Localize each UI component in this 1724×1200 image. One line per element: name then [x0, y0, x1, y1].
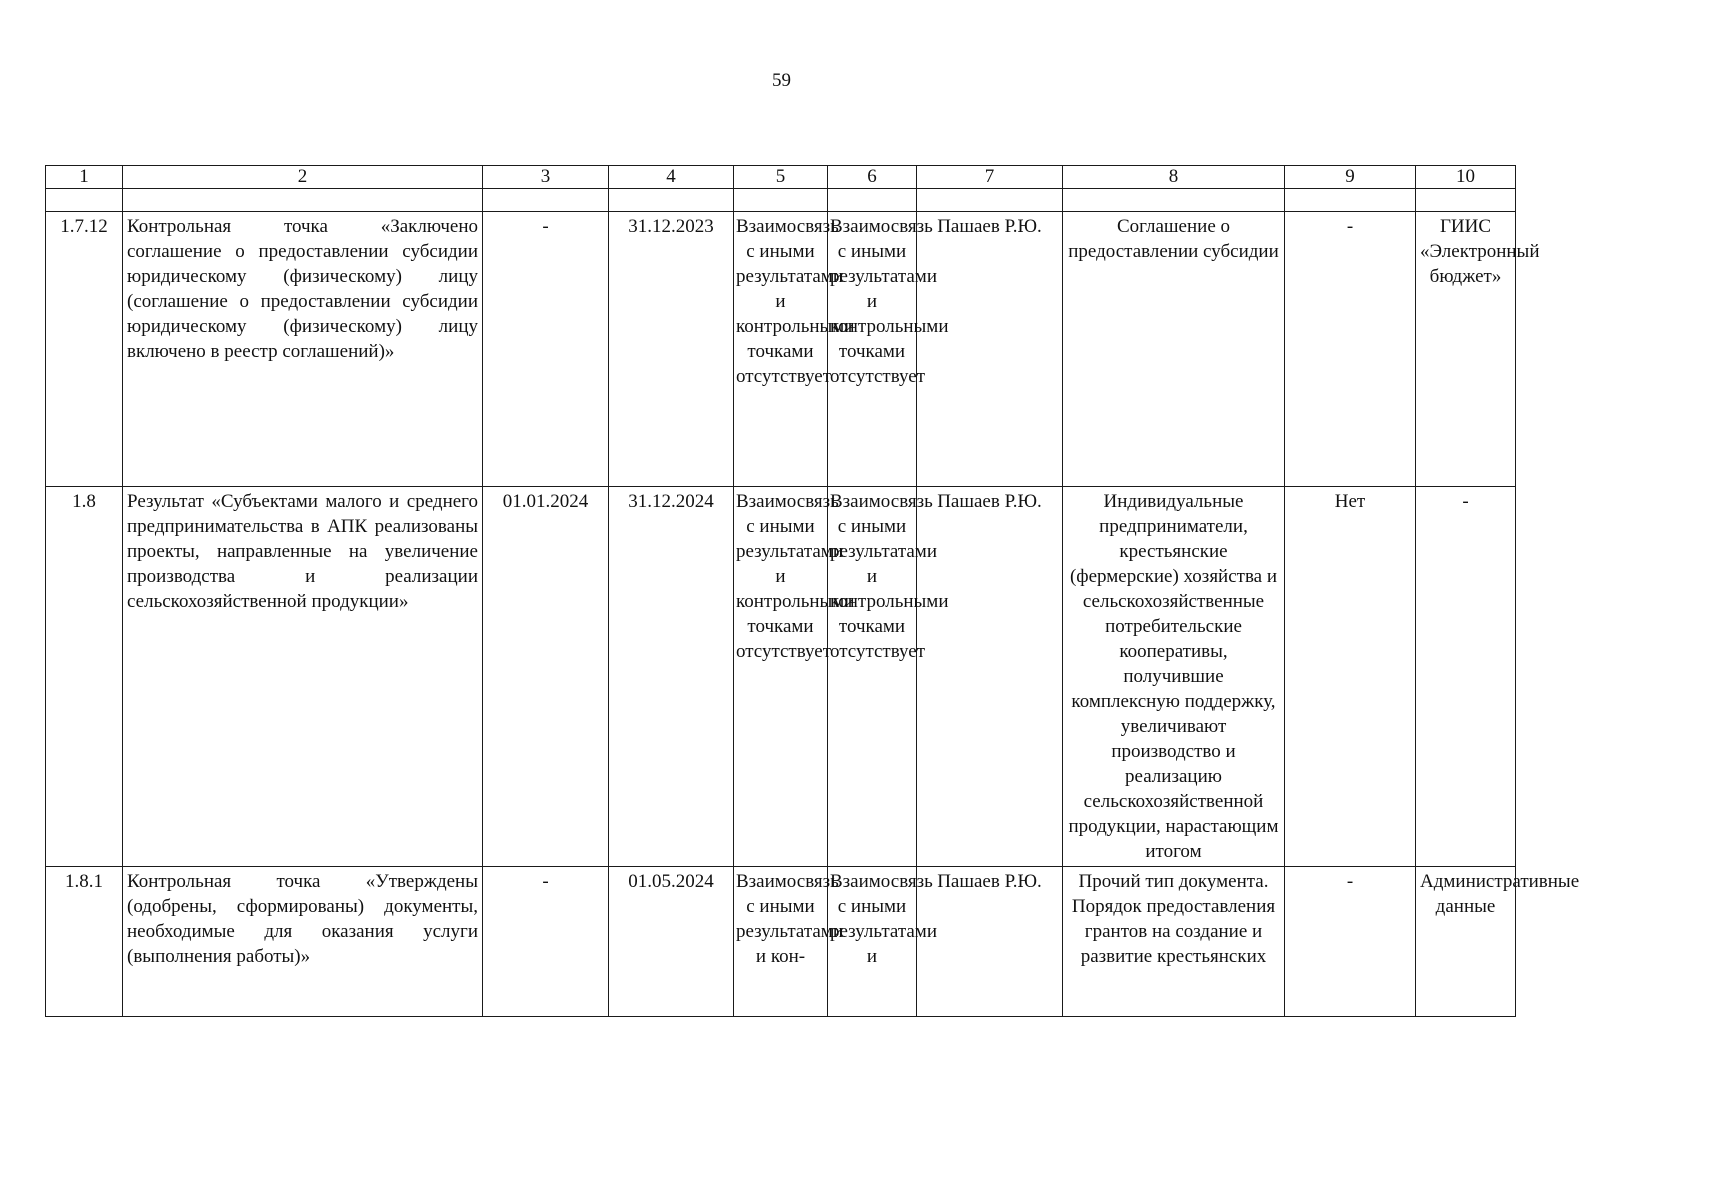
row-document: Индивидуальные предприниматели, крестьянские (фермерские) хозяйства и сельскохозяйственные потребительские кооперативы, получившие комплексную поддержку, увеличивают производство и реализацию сельскохозяйственной продукции, нарастающим итогом [1063, 487, 1285, 867]
row-information-system: - [1416, 487, 1516, 867]
column-header: 10 [1416, 166, 1516, 189]
column-header: 3 [483, 166, 609, 189]
column-header: 4 [609, 166, 734, 189]
row-column-9: - [1285, 212, 1416, 487]
row-information-system: ГИИС «Электронный бюджет» [1416, 212, 1516, 487]
empty-cell [917, 189, 1063, 212]
empty-cell [123, 189, 483, 212]
row-column-9: Нет [1285, 487, 1416, 867]
empty-cell [1416, 189, 1516, 212]
row-responsible: Пашаев Р.Ю. [917, 212, 1063, 487]
column-header: 8 [1063, 166, 1285, 189]
empty-cell [734, 189, 828, 212]
column-header: 7 [917, 166, 1063, 189]
row-number: 1.7.12 [46, 212, 123, 487]
row-name: Контрольная точка «Заключено соглашение о предоставлении субсидии юридическому (физическому) лицу (соглашение о предоставлении субсидии юридическому (физическому) лицу включено в реестр соглашений)» [123, 212, 483, 487]
row-start-date: - [483, 867, 609, 1017]
column-header: 5 [734, 166, 828, 189]
empty-cell [609, 189, 734, 212]
row-responsible: Пашаев Р.Ю. [917, 867, 1063, 1017]
empty-cell [46, 189, 123, 212]
empty-cell [1285, 189, 1416, 212]
empty-cell [1063, 189, 1285, 212]
row-end-date: 31.12.2024 [609, 487, 734, 867]
row-information-system: Административные данные [1416, 867, 1516, 1017]
row-document: Прочий тип документа. Порядок предоставления грантов на создание и развитие крестьянских [1063, 867, 1285, 1017]
row-name: Результат «Субъектами малого и среднего предпринимательства в АПК реализованы проекты, направленные на увеличение производства и реализации сельскохозяйственной продукции» [123, 487, 483, 867]
row-end-date: 31.12.2023 [609, 212, 734, 487]
row-number: 1.8.1 [46, 867, 123, 1017]
table-row [46, 867, 1516, 1017]
row-previous-links: Взаимосвязь с иными результатами и контрольными точками отсутствует [734, 487, 828, 867]
row-next-links: Взаимосвязь с иными результатами и [828, 867, 917, 1017]
row-document: Соглашение о предоставлении субсидии [1063, 212, 1285, 487]
row-start-date: 01.01.2024 [483, 487, 609, 867]
row-number: 1.8 [46, 487, 123, 867]
empty-cell [828, 189, 917, 212]
page-number: 59 [772, 70, 791, 91]
spacer-row [46, 189, 1516, 212]
row-next-links: Взаимосвязь с иными результатами и контрольными точками отсутствует [828, 212, 917, 487]
row-column-9: - [1285, 867, 1416, 1017]
column-header: 9 [1285, 166, 1416, 189]
row-start-date: - [483, 212, 609, 487]
row-name: Контрольная точка «Утверждены (одобрены, сформированы) документы, необходимые для оказания услуги (выполнения работы)» [123, 867, 483, 1017]
control-points-table [45, 165, 1580, 1017]
column-header: 1 [46, 166, 123, 189]
row-responsible: Пашаев Р.Ю. [917, 487, 1063, 867]
row-previous-links: Взаимосвязь с иными результатами и контрольными точками отсутствует [734, 212, 828, 487]
table-row [46, 212, 1516, 487]
row-previous-links: Взаимосвязь с иными результатами и кон- [734, 867, 828, 1017]
table-row [46, 487, 1516, 867]
column-number-row [46, 166, 1516, 189]
column-header: 6 [828, 166, 917, 189]
column-header: 2 [123, 166, 483, 189]
row-next-links: Взаимосвязь с иными результатами и контрольными точками отсутствует [828, 487, 917, 867]
empty-cell [483, 189, 609, 212]
row-end-date: 01.05.2024 [609, 867, 734, 1017]
